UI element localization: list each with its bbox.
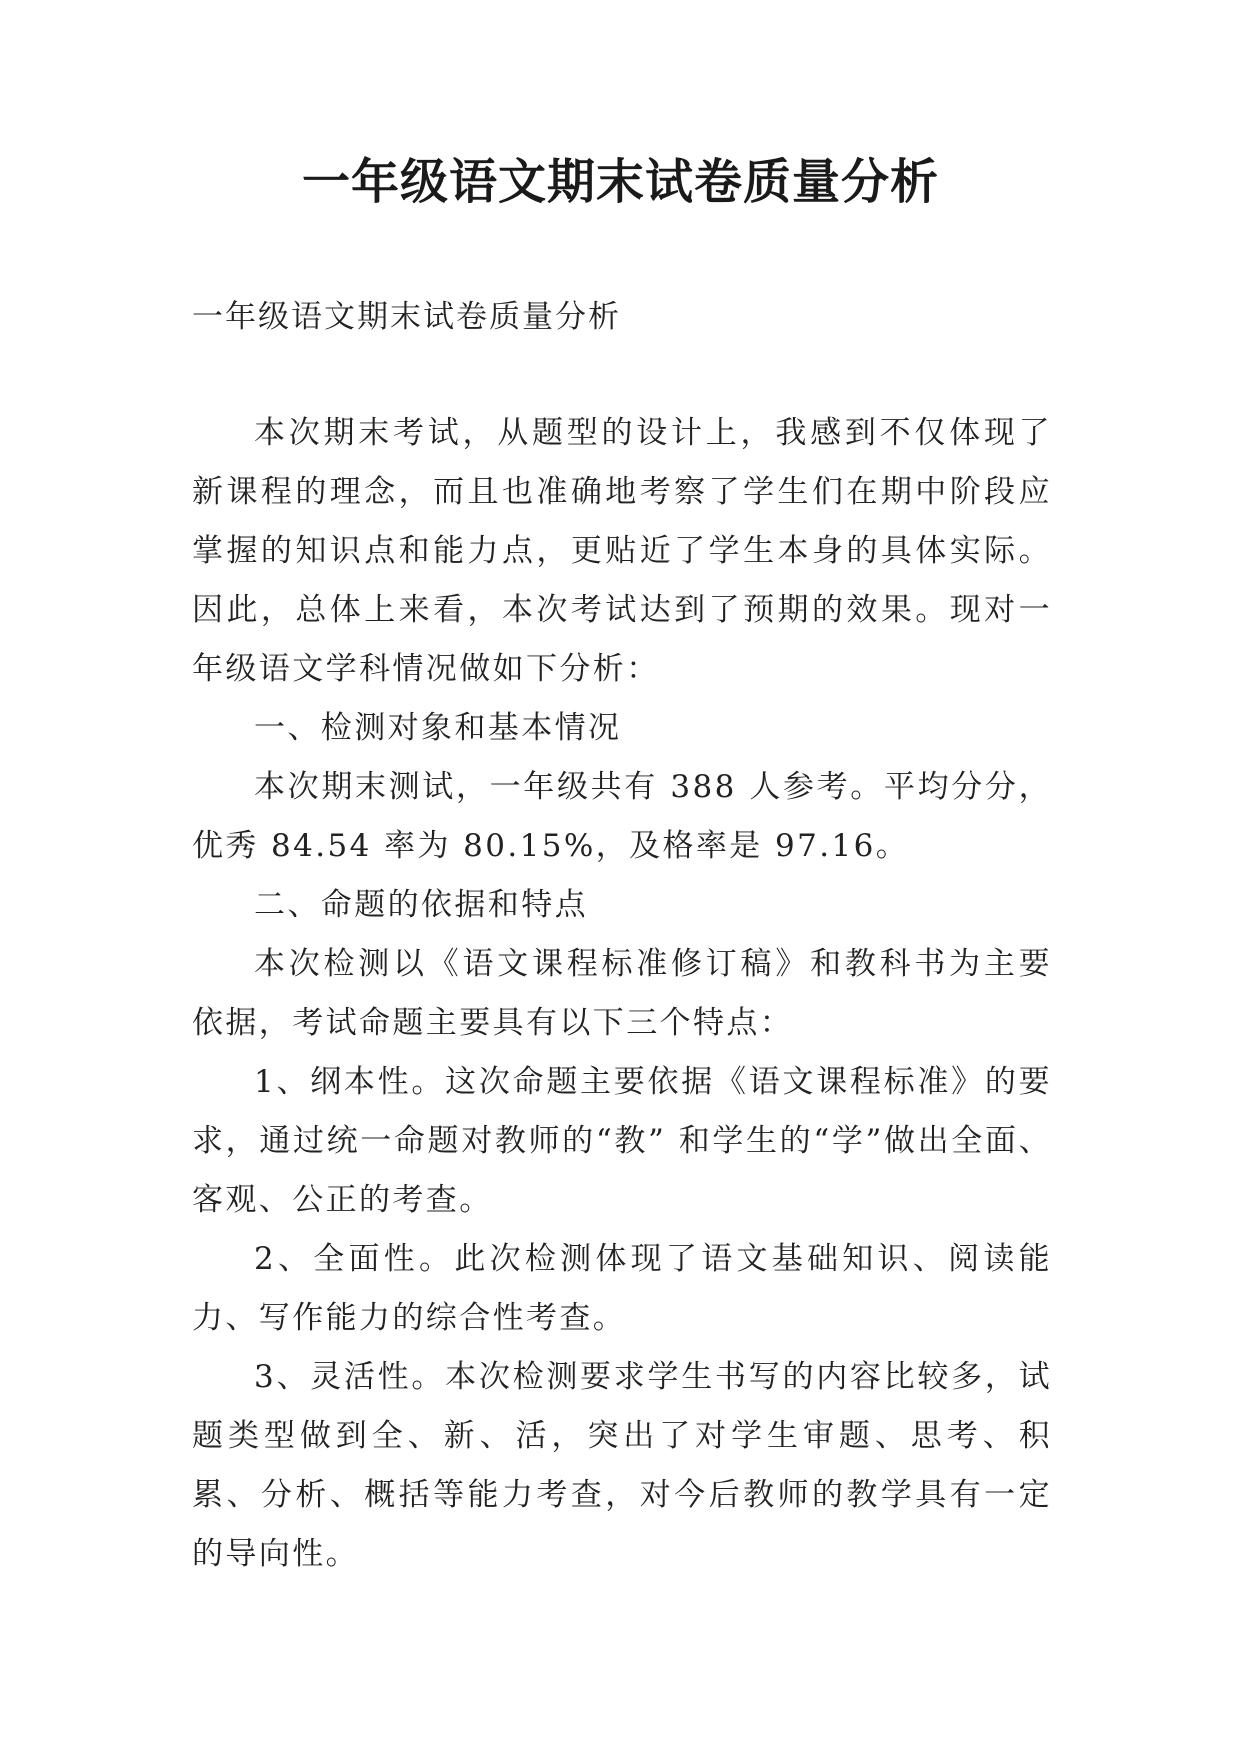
paragraph-basic-info: 本次期末测试，一年级共有 388 人参考。平均分分，优秀 84.54 率为 80.15%，及格率是 97.16。 [192, 769, 1052, 864]
section-heading-2: 二、命题的依据和特点 [254, 887, 588, 923]
section-heading-1: 一、检测对象和基本情况 [254, 710, 622, 746]
paragraph-feature-3: 3、灵活性。本次检测要求学生书写的内容比较多，试题类型做到全、新、活，突出了对学生审题、思考、积累、分析、概括等能力考查，对今后教师的教学具有一定的导向性。 [192, 1359, 1052, 1572]
paragraph-basis: 本次检测以《语文课程标准修订稿》和教科书为主要依据，考试命题主要具有以下三个特点： [192, 946, 1052, 1041]
document-subtitle: 一年级语文期末试卷质量分析 [192, 299, 621, 335]
paragraph-intro: 本次期末考试，从题型的设计上，我感到不仅体现了新课程的理念，而且也准确地考察了学生们在期中阶段应掌握的知识点和能力点，更贴近了学生本身的具体实际。因此，总体上来看，本次考试达到了预期的效果。现对一年级语文学科情况做如下分析： [192, 415, 1052, 687]
paragraph-feature-1: 1、纲本性。这次命题主要依据《语文课程标准》的要求，通过统一命题对教师的“教” 和学生的“学”做出全面、客观、公正的考查。 [192, 1064, 1052, 1218]
document-body [192, 404, 1052, 1584]
document-title: 一年级语文期末试卷质量分析 [301, 154, 939, 210]
paragraph-feature-2: 2、全面性。此次检测体现了语文基础知识、阅读能力、写作能力的综合性考查。 [192, 1241, 1052, 1336]
